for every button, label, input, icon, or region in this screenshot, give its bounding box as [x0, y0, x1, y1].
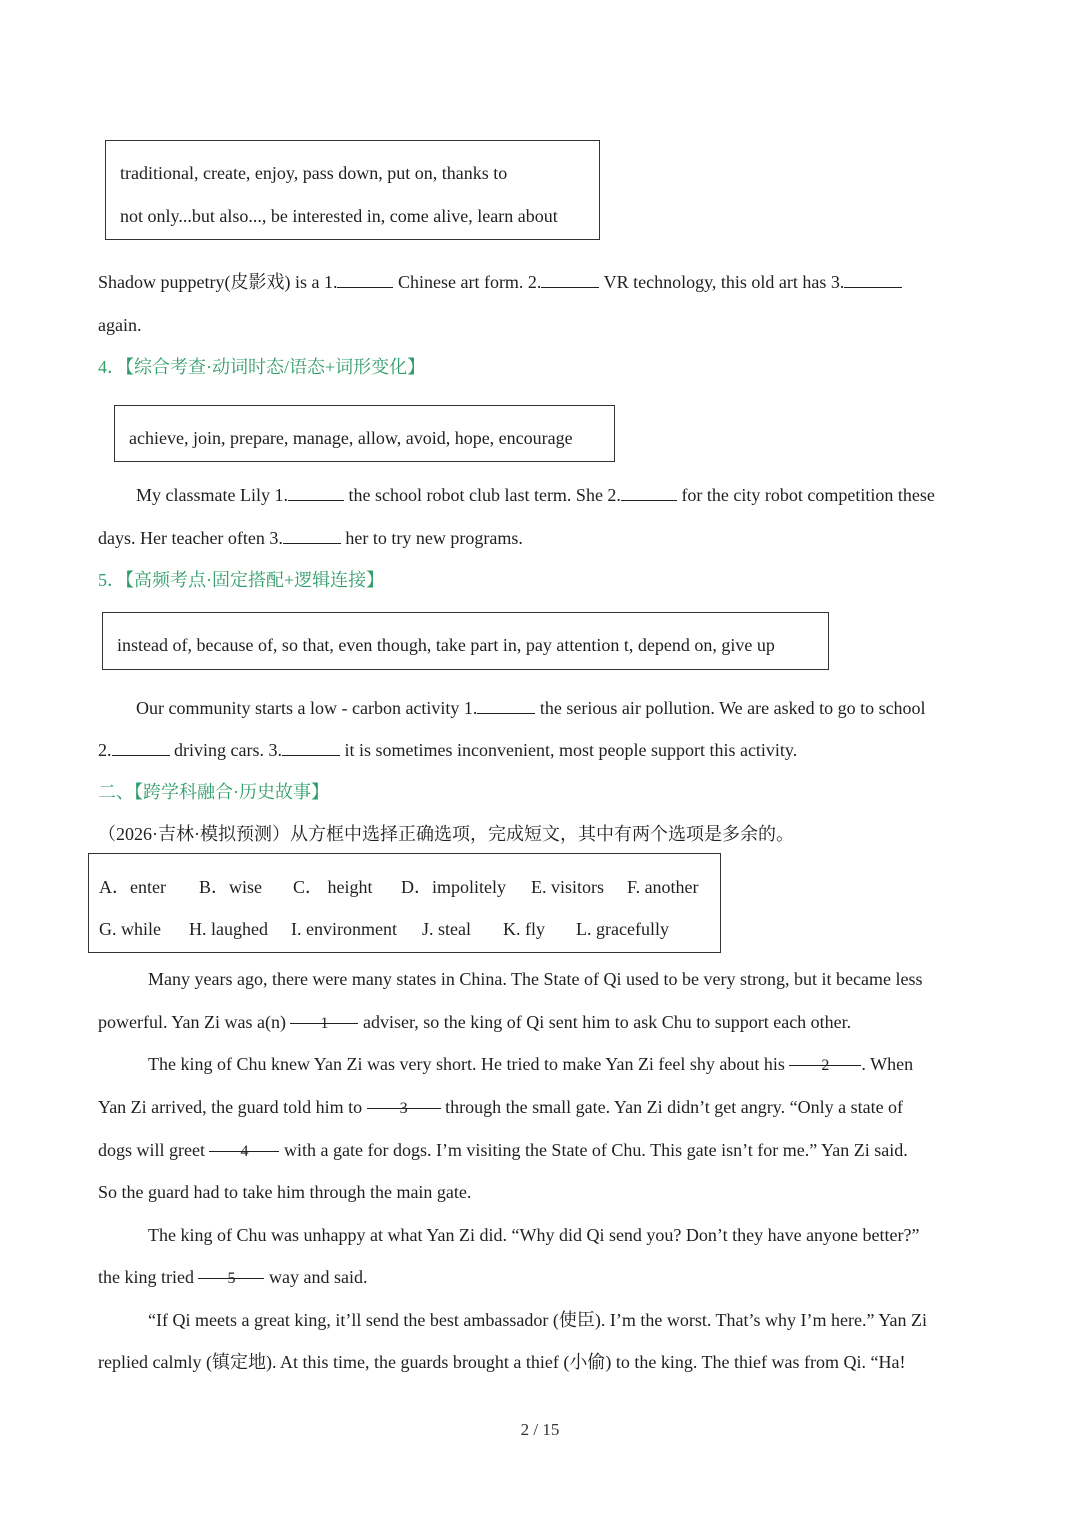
story-line-8 [98, 1266, 367, 1288]
passage-text: My classmate Lily 1. [136, 485, 288, 505]
passage-3-line-1 [98, 271, 902, 293]
story-text: . When [861, 1054, 914, 1074]
story-line-5 [98, 1139, 908, 1161]
story-line-1: Many years ago, there were many states in China. The State of Qi used to be very strong, but it became less [148, 969, 923, 989]
blank-field[interactable] [477, 697, 535, 714]
option-c: C． height [293, 877, 373, 897]
passage-text: Shadow puppetry(皮影戏) is a 1. [98, 272, 338, 292]
word-box-2-row-1: achieve, join, prepare, manage, allow, avoid, hope, encourage [129, 428, 573, 448]
story-text: with a gate for dogs. I’m visiting the State of Chu. This gate isn’t for me.” Yan Zi said. [279, 1140, 908, 1160]
word-box-1-row-2: not only...but also..., be interested in, come alive, learn about [120, 206, 558, 226]
blank-number: 5 [227, 1270, 236, 1287]
page-number: 2 / 15 [520, 1420, 560, 1439]
blank-number: 3 [399, 1100, 408, 1117]
story-line-6: So the guard had to take him through the main gate. [98, 1182, 472, 1202]
story-text: the king tried [98, 1267, 199, 1287]
option-l: L. gracefully [576, 919, 669, 939]
passage-text: for the city robot competition these [676, 485, 935, 505]
option-f: F. another [627, 877, 699, 897]
story-line-7: The king of Chu was unhappy at what Yan Zi did. “Why did Qi send you? Don’t they have anyone better?” [148, 1225, 920, 1245]
passage-text: driving cars. 3. [169, 740, 282, 760]
question-tag: 【高频考点·固定搭配+逻辑连接】 [125, 570, 385, 590]
blank-field[interactable] [283, 527, 341, 544]
passage-5-line-1 [136, 697, 926, 719]
options-row-1 [99, 876, 699, 898]
word-box-3 [102, 612, 829, 670]
blank-number: 1 [320, 1015, 329, 1032]
instruction-text: （2026·吉林·模拟预测）从方框中选择正确选项，完成短文，其中有两个选项是多余的。 [98, 824, 794, 844]
blank-field[interactable] [541, 271, 599, 288]
passage-text: her to try new programs. [340, 528, 523, 548]
story-line-10: replied calmly (镇定地). At this time, the guards brought a thief (小偷) to the king. The thief was from Qi. “Ha! [98, 1352, 906, 1372]
blank-number: 4 [240, 1143, 249, 1160]
section-number: 二、 [98, 782, 134, 802]
answer-blank-4[interactable] [209, 1139, 279, 1161]
passage-text: Chinese art form. 2. [393, 272, 542, 292]
word-box-3-row-1: instead of, because of, so that, even though, take part in, pay attention t, depend on, give up [117, 635, 775, 655]
story-text: The king of Chu knew Yan Zi was very short. He tried to make Yan Zi feel shy about his [148, 1054, 790, 1074]
option-i: I. environment [291, 919, 397, 939]
passage-text: the serious air pollution. We are asked to go to school [535, 698, 926, 718]
story-line-2 [98, 1011, 851, 1033]
story-text: through the small gate. Yan Zi didn’t get angry. “Only a state of [440, 1097, 904, 1117]
story-text: powerful. Yan Zi was a(n) [98, 1012, 291, 1032]
word-box-1 [105, 140, 600, 240]
answer-blank-5[interactable] [198, 1266, 264, 1288]
blank-number: 2 [821, 1057, 830, 1074]
question-4-heading [98, 356, 425, 378]
answer-blank-1[interactable] [290, 1011, 358, 1033]
question-5-heading [98, 569, 384, 591]
blank-field[interactable] [337, 271, 393, 288]
story-text: dogs will greet [98, 1140, 210, 1160]
option-g: G. while [99, 919, 161, 939]
passage-text: Our community starts a low - carbon activity 1. [136, 698, 478, 718]
word-box-2 [114, 405, 615, 462]
passage-text: days. Her teacher often 3. [98, 528, 283, 548]
passage-3-line-2: again. [98, 315, 142, 335]
passage-4-line-2 [98, 527, 523, 549]
option-e: E. visitors [531, 877, 605, 897]
answer-blank-2[interactable] [789, 1053, 861, 1075]
story-line-3 [148, 1053, 913, 1075]
blank-field[interactable] [844, 271, 902, 288]
story-text: Yan Zi arrived, the guard told him to [98, 1097, 367, 1117]
blank-field[interactable] [621, 484, 677, 501]
option-d: D．impolitely [401, 877, 506, 897]
answer-blank-3[interactable] [367, 1096, 441, 1118]
section-2-heading [98, 781, 329, 803]
option-h: H. laughed [189, 919, 268, 939]
question-tag: 【综合考查·动词时态/语态+词形变化】 [125, 357, 426, 377]
passage-text: VR technology, this old art has 3. [599, 272, 845, 292]
question-number: 5． [98, 570, 125, 590]
blank-field[interactable] [282, 739, 340, 756]
passage-4-line-1 [136, 484, 935, 506]
option-j: J. steal [422, 919, 471, 939]
blank-field[interactable] [112, 739, 170, 756]
section-tag: 【跨学科融合·历史故事】 [134, 782, 329, 802]
options-box [88, 853, 721, 953]
blank-field[interactable] [288, 484, 344, 501]
story-line-9: “If Qi meets a great king, it’ll send the best ambassador (使臣). I’m the worst. That’s why I’m here.” Yan Zi [148, 1310, 927, 1330]
option-b: B．wise [199, 877, 262, 897]
word-box-1-row-1: traditional, create, enjoy, pass down, put on, thanks to [120, 163, 508, 183]
passage-5-line-2 [98, 739, 797, 761]
options-row-2 [99, 918, 669, 940]
option-a: A．enter [99, 877, 166, 897]
story-text: adviser, so the king of Qi sent him to ask Chu to support each other. [358, 1012, 852, 1032]
story-line-4 [98, 1096, 903, 1118]
passage-text: 2. [98, 740, 112, 760]
story-text: way and said. [264, 1267, 368, 1287]
option-k: K. fly [503, 919, 545, 939]
passage-text: the school robot club last term. She 2. [343, 485, 621, 505]
passage-text: it is sometimes inconvenient, most people support this activity. [339, 740, 798, 760]
question-number: 4． [98, 357, 125, 377]
